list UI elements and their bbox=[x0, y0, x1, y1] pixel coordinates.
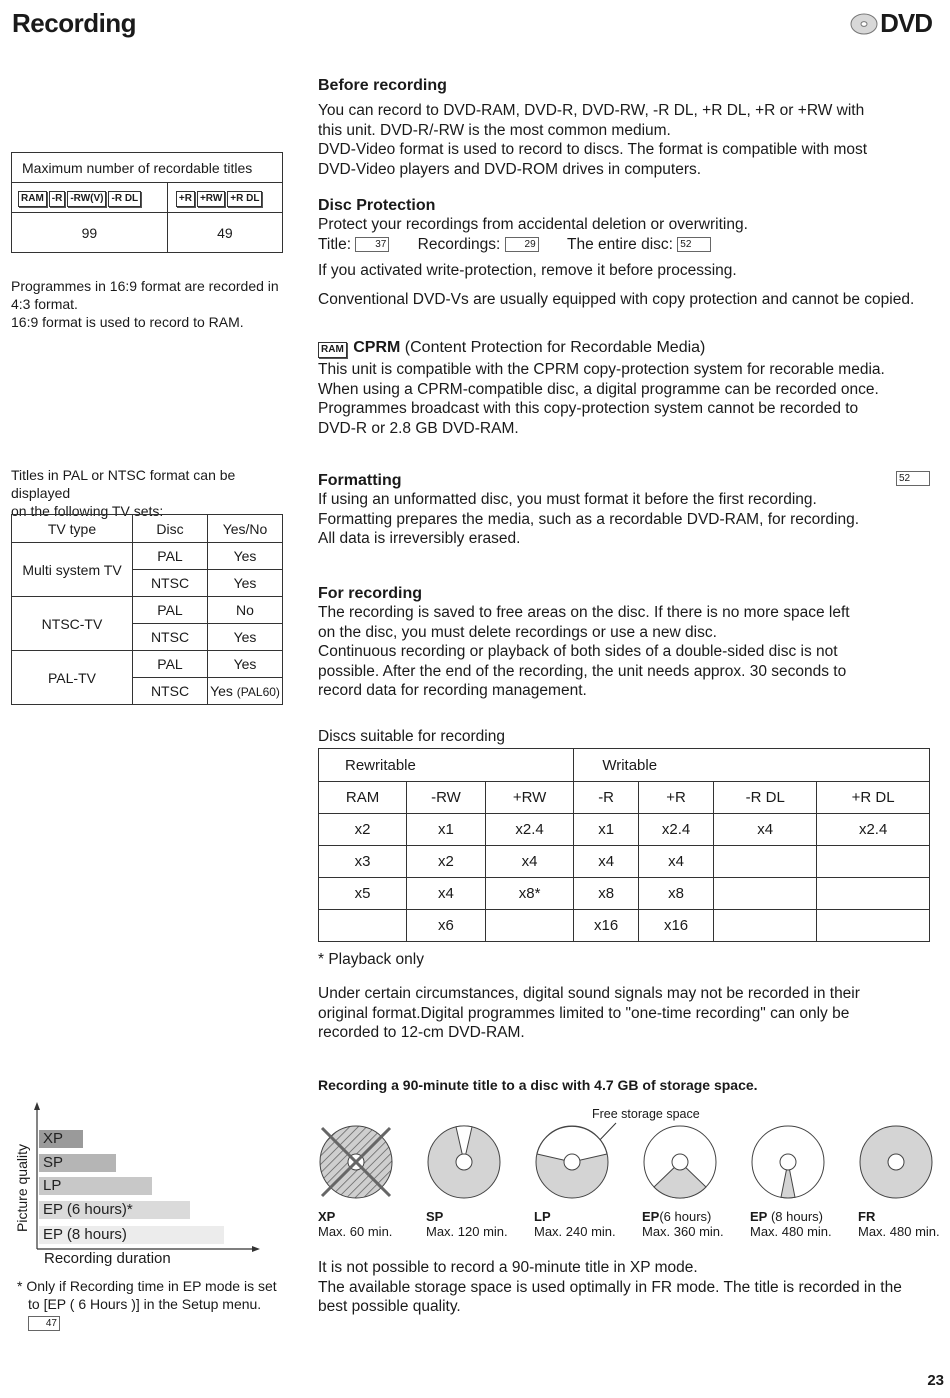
before-recording-section: Before recording You can record to DVD-RAM, DVD-R, DVD-RW, -R DL, +R DL, +R or +RW with this unit. DVD-R/-RW is the most common medium. DVD-Video format is used to record to discs. The format is compatible with most DVD-Video players and DVD-ROM drives in computers. bbox=[318, 76, 938, 179]
disc-ep8-icon bbox=[750, 1124, 826, 1200]
quality-chart bbox=[14, 1102, 294, 1272]
disc-fr-icon bbox=[858, 1124, 934, 1200]
disc-lp: LP Max. 240 min. bbox=[534, 1124, 634, 1239]
x-axis-label: Recording duration bbox=[44, 1250, 171, 1267]
sound-note: Under certain circumstances, digital sound signals may not be recorded in their original format.Digital programmes limited to "one-time recording" can only be recorded to 12-cm DVD-RAM. bbox=[318, 985, 860, 1041]
speed-header-row: RAM -RW +RW -R +R -R DL +R DL bbox=[319, 782, 930, 814]
page-ref[interactable]: 52 bbox=[677, 237, 711, 252]
tag-ram: RAM bbox=[18, 191, 47, 207]
page-ref[interactable]: 37 bbox=[355, 237, 389, 252]
discs-diagram-heading: Recording a 90-minute title to a disc with 4.7 GB of storage space. bbox=[318, 1077, 758, 1093]
tag-plus-r: +R bbox=[176, 191, 195, 207]
tag-rw-v: -RW(V) bbox=[67, 191, 106, 207]
tag-r-dl: -R DL bbox=[108, 191, 141, 207]
disc-xp: XP Max. 60 min. bbox=[318, 1124, 418, 1239]
disc-ep6-icon bbox=[642, 1124, 718, 1200]
max-titles-heading: Maximum number of recordable titles bbox=[12, 153, 283, 183]
tv-header-yesno: Yes/No bbox=[208, 515, 283, 543]
disc-fr: FR Max. 480 min. bbox=[858, 1124, 950, 1239]
disc-protection-section: Disc Protection Protect your recordings from accidental deletion or overwriting. Title: 37 Recordings: 29 The entire disc: 52 If you activated write-protection, remove it before processing. Conventional DVD-Vs are usually equipped with copy protection and cannot be copied. bbox=[318, 196, 943, 309]
tv-disc: NTSC bbox=[133, 624, 208, 651]
group-writable: Writable bbox=[574, 749, 930, 782]
max-titles-table bbox=[11, 152, 283, 253]
table-row: x3 x2 x4 x4 x4 bbox=[319, 846, 930, 878]
page-number: 23 bbox=[927, 1372, 944, 1389]
y-axis-label: Picture quality bbox=[14, 1144, 30, 1232]
table-row: x5 x4 x8* x8 x8 bbox=[319, 878, 930, 910]
bar-sp: SP bbox=[39, 1154, 116, 1172]
bar-ep8: EP (8 hours) bbox=[39, 1226, 224, 1244]
cprm-section: RAM CPRM (Content Protection for Recordable Media) This unit is compatible with the CPRM copy-protection system for recorable media. When using a CPRM-compatible disc, a digital programme can be recorded once. Programmes broadcast with this copy-protection system cannot be recorded to DVD-R or 2.8 GB DVD-RAM. bbox=[318, 339, 885, 437]
bar-ep6: EP (6 hours)* bbox=[39, 1201, 190, 1219]
table-row: x2 x1 x2.4 x1 x2.4 x4 x2.4 bbox=[319, 814, 930, 846]
tv-result: Yes bbox=[208, 651, 283, 678]
section-heading: Formatting bbox=[318, 472, 402, 489]
group-rewritable: Rewritable bbox=[319, 749, 574, 782]
tv-disc: NTSC bbox=[133, 570, 208, 597]
tv-table bbox=[11, 514, 283, 705]
page-title: Recording bbox=[12, 8, 137, 38]
page-ref[interactable]: 52 bbox=[896, 471, 930, 486]
tv-disc: PAL bbox=[133, 651, 208, 678]
left-title-count: 99 bbox=[12, 213, 168, 253]
tag-plus-rw: +RW bbox=[197, 191, 225, 207]
for-recording-section: For recording The recording is saved to free areas on the disc. If there is no more space left on the disc, you must delete recordings or use a new disc. Continuous recording or playback of both sides of a double-sided disc is not possible. After the end of the recording, the unit needs approx. 30 seconds to record data for recording management. bbox=[318, 584, 938, 701]
disc-icon bbox=[850, 12, 878, 36]
section-heading: Before recording bbox=[318, 77, 447, 94]
tv-disc: NTSC bbox=[133, 678, 208, 705]
dvd-logo: DVD bbox=[850, 8, 932, 39]
right-title-count: 49 bbox=[167, 213, 282, 253]
speed-footnote: * Playback only bbox=[318, 951, 424, 968]
table-row: x6 x16 x16 bbox=[319, 910, 930, 942]
tv-disc: PAL bbox=[133, 597, 208, 624]
section-heading: Disc Protection bbox=[318, 197, 436, 214]
quality-footnote: * Only if Recording time in EP mode is set to [EP ( 6 Hours )] in the Setup menu. 47 bbox=[17, 1278, 277, 1329]
format-note: Programmes in 16:9 format are recorded in 4:3 format. 16:9 format is used to record to RAM. bbox=[11, 278, 279, 330]
speed-table-caption: Discs suitable for recording bbox=[318, 728, 505, 745]
section-heading: For recording bbox=[318, 585, 423, 602]
tv-disc: PAL bbox=[133, 543, 208, 570]
tv-type: Multi system TV bbox=[12, 543, 133, 597]
left-disc-tags bbox=[12, 183, 168, 213]
tv-header-type: TV type bbox=[12, 515, 133, 543]
tv-result: Yes (PAL60) bbox=[208, 678, 283, 705]
tv-header-disc: Disc bbox=[133, 515, 208, 543]
disc-lp-icon bbox=[534, 1124, 610, 1200]
tv-result: No bbox=[208, 597, 283, 624]
bar-xp: XP bbox=[39, 1130, 83, 1148]
formatting-section: Formatting 52 If using an unformatted disc, you must format it before the first recording. Formatting prepares the media, such as a recordable DVD-RAM, for recording. All data is irreversibly erased. bbox=[318, 471, 930, 549]
tv-result: Yes bbox=[208, 543, 283, 570]
tv-intro: Titles in PAL or NTSC format can be displayed on the following TV sets: bbox=[11, 467, 236, 519]
disc-sp-icon bbox=[426, 1124, 502, 1200]
disc-sp: SP Max. 120 min. bbox=[426, 1124, 526, 1239]
tv-type: PAL-TV bbox=[12, 651, 133, 705]
tag-ram: RAM bbox=[318, 342, 347, 358]
bar-lp: LP bbox=[39, 1177, 152, 1195]
tag-plus-r-dl: +R DL bbox=[227, 191, 262, 207]
tv-result: Yes bbox=[208, 570, 283, 597]
speed-table bbox=[318, 748, 930, 942]
closing-note: It is not possible to record a 90-minute title in XP mode. The available storage space is used optimally in FR mode. The title is recorded in the best possible quality. bbox=[318, 1259, 902, 1315]
disc-ep8: EP (8 hours) Max. 480 min. bbox=[750, 1124, 850, 1239]
tag-r: -R bbox=[49, 191, 66, 207]
free-space-label: Free storage space bbox=[592, 1107, 700, 1121]
disc-xp-icon bbox=[318, 1124, 394, 1200]
page-ref[interactable]: 47 bbox=[28, 1316, 60, 1331]
page-ref[interactable]: 29 bbox=[505, 237, 539, 252]
right-disc-tags bbox=[167, 183, 282, 213]
tv-type: NTSC-TV bbox=[12, 597, 133, 651]
disc-ep6: EP(6 hours) Max. 360 min. bbox=[642, 1124, 742, 1239]
tv-result: Yes bbox=[208, 624, 283, 651]
